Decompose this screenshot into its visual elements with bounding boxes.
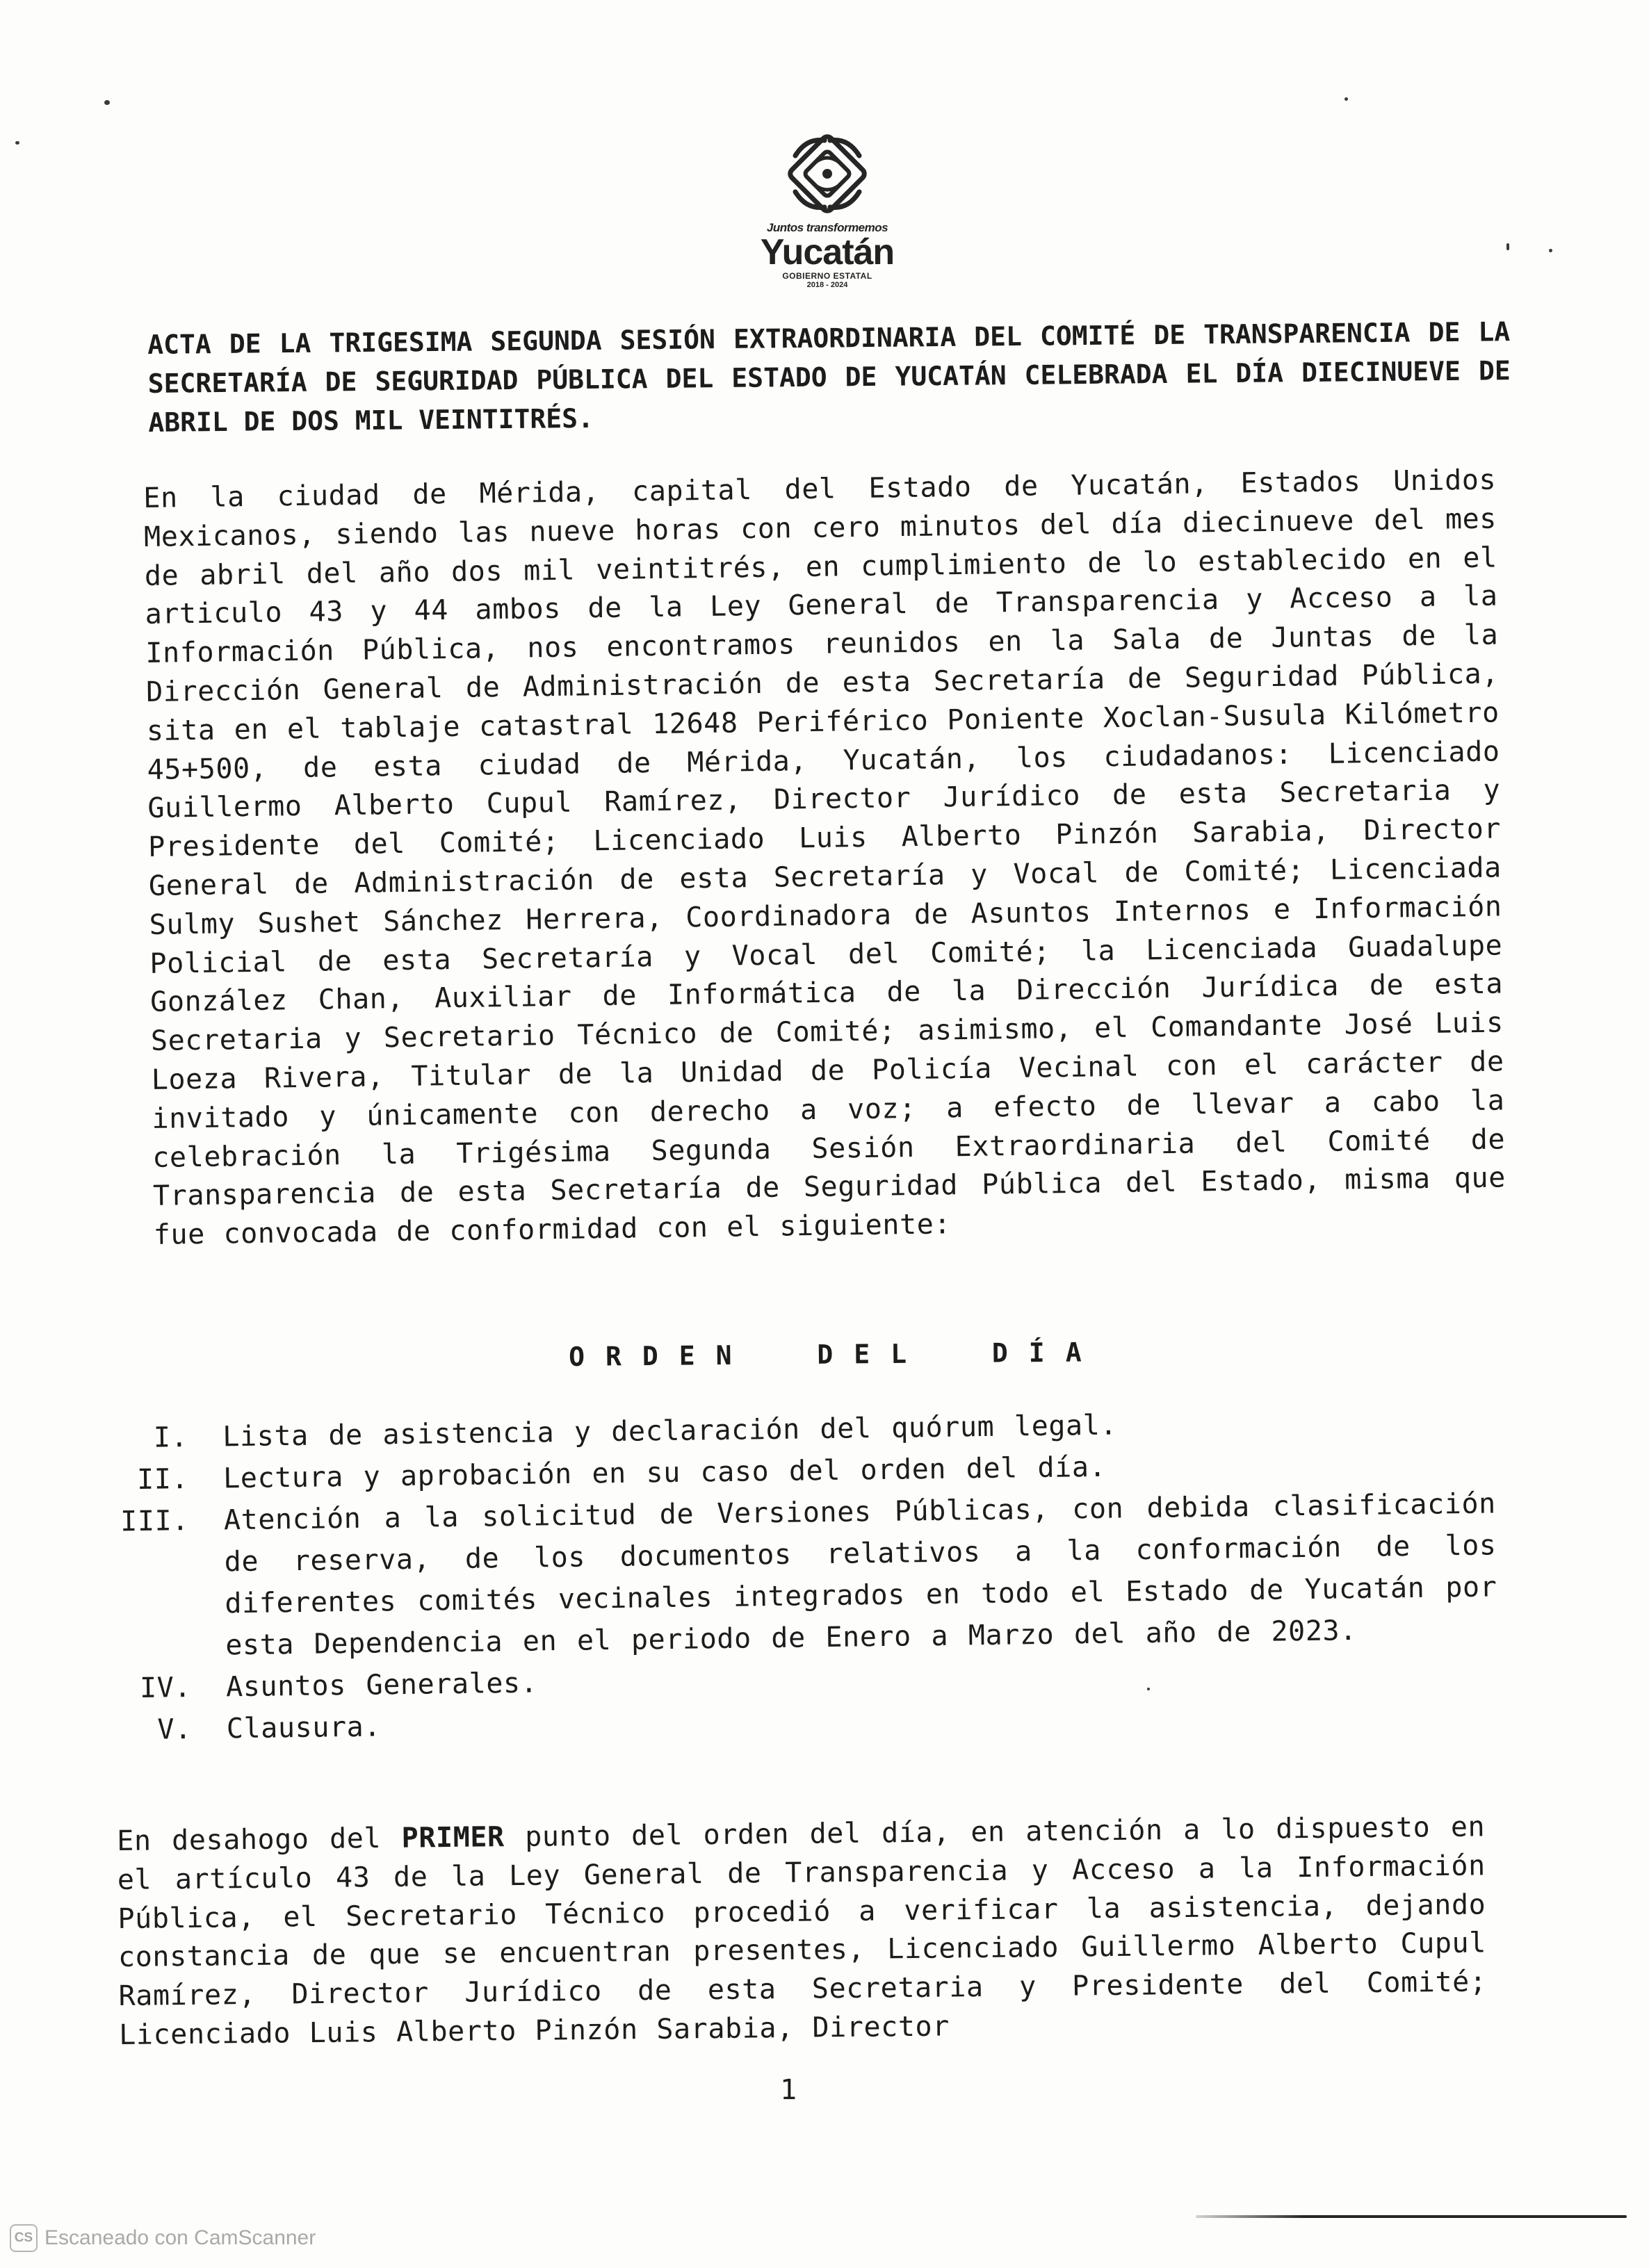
scan-speck xyxy=(1549,249,1552,252)
agenda-heading: ORDEN DEL DÍA xyxy=(569,1337,1103,1372)
first-point-paragraph xyxy=(117,1808,1487,2055)
first-point-lead: En desahogo del xyxy=(117,1822,402,1857)
logo-years: 2018 - 2024 xyxy=(806,281,848,289)
first-point-ordinal: PRIMER xyxy=(401,1821,505,1854)
agenda-item-number: II. xyxy=(136,1463,189,1496)
first-point-body: punto del orden del día, en atención a lo dispuesto en el artículo 43 de la Ley General de Transparencia y Acceso a la Información Pública, el Secretario Técnico procedió a verificar la asistencia, dejando constancia de que se encuentran presentes, Licenciado Guillermo Alberto Cupul Ramírez, Director Jurídico de esta Secretaria y Presidente del Comité; Licenciado Luis Alberto Pinzón Sarabia, Director xyxy=(117,1811,1487,2051)
logo-subtitle: GOBIERNO ESTATAL xyxy=(782,271,872,281)
government-logo xyxy=(751,132,904,320)
logo-tagline: Juntos transformemos xyxy=(766,221,888,234)
agenda-item xyxy=(85,1483,1498,1668)
bottom-rule xyxy=(1196,2215,1627,2218)
page-number: 1 xyxy=(780,2074,797,2106)
scanner-label: Escaneado con CamScanner xyxy=(44,2226,316,2249)
document-title: ACTA DE LA TRIGESIMA SEGUNDA SESIÓN EXTRAORDINARIA DEL COMITÉ DE TRANSPARENCIA DE LA SECRETARÍA DE SEGURIDAD PÚBLICA DEL ESTADO DE YUCATÁN CELEBRADA EL DÍA DIECINUEVE DE ABRIL DE DOS MIL VEINTITRÉS. xyxy=(147,316,1511,438)
scan-speck xyxy=(1345,97,1348,101)
agenda-item-number: IV. xyxy=(139,1672,192,1704)
agenda-item-number: III. xyxy=(120,1505,190,1538)
camscanner-logo-icon: CS xyxy=(10,2224,38,2252)
scan-speck xyxy=(104,100,110,105)
agenda-item-text: Asuntos Generales. xyxy=(225,1667,538,1704)
agenda-item-number: V. xyxy=(157,1713,193,1746)
agenda-item-text: Atención a la solicitud de Versiones Públicas, con debida clasificación de reserva, de los documentos relativos a la conformación de los diferentes comités vecinales integrados en todo el Estado de Yucatán por esta Dependencia en el periodo de Enero a Marzo del año de 2023. xyxy=(223,1487,1497,1662)
agenda-item-number: I. xyxy=(153,1421,188,1454)
yucatan-emblem-icon xyxy=(786,132,869,215)
logo-name: Yucatán xyxy=(760,232,895,272)
agenda-list xyxy=(83,1399,1499,1752)
intro-paragraph: En la ciudad de Mérida, capital del Estado de Yucatán, Estados Unidos Mexicanos, siendo las nueve horas con cero minutos del día diecinueve del mes de abril del año dos mil veintitrés, en cumplimiento de lo establecido en el articulo 43 y 44 ambos de la Ley General de Transparencia y Acceso a la Información Pública, nos encontramos reunidos en la Sala de Juntas de la Dirección General de Administración de esta Secretaría de Seguridad Pública, sita en el tablaje catastral 12648 Periférico Poniente Xoclan-Susula Kilómetro 45+500, de esta ciudad de Mérida, Yucatán, los ciudadanos: Licenciado Guillermo Alberto Cupul Ramírez, Director Jurídico de esta Secretaria y Presidente del Comité; Licenciado Luis Alberto Pinzón Sarabia, Director General de Administración de esta Secretaría y Vocal de Comité; Licenciada Sulmy Sushet Sánchez Herrera, Coordinadora de Asuntos Internos e Información Policial de esta Secretaría y Vocal del Comité; la Licenciada Guadalupe González Chan, Auxiliar de Informática de la Dirección Jurídica de esta Secretaria y Secretario Técnico de Comité; asimismo, el Comandante José Luis Loeza Rivera, Titular de la Unidad de Policía Vecinal con el carácter de invitado y únicamente con derecho a voz; a efecto de llevar a cabo la celebración la Trigésima Segunda Sesión Extraordinaria del Comité de Transparencia de esta Secretaría de Seguridad Pública del Estado, misma que fue convocada de conformidad con el siguiente: xyxy=(143,464,1506,1252)
agenda-item-text: Clausura. xyxy=(226,1711,382,1745)
agenda-item-text: Lectura y aprobación en su caso del orden del día. xyxy=(222,1451,1107,1495)
scan-speck xyxy=(1506,243,1509,250)
agenda-item-text: Lista de asistencia y declaración del quórum legal. xyxy=(222,1409,1118,1453)
scan-speck xyxy=(15,141,19,145)
scanner-watermark xyxy=(10,2224,316,2252)
